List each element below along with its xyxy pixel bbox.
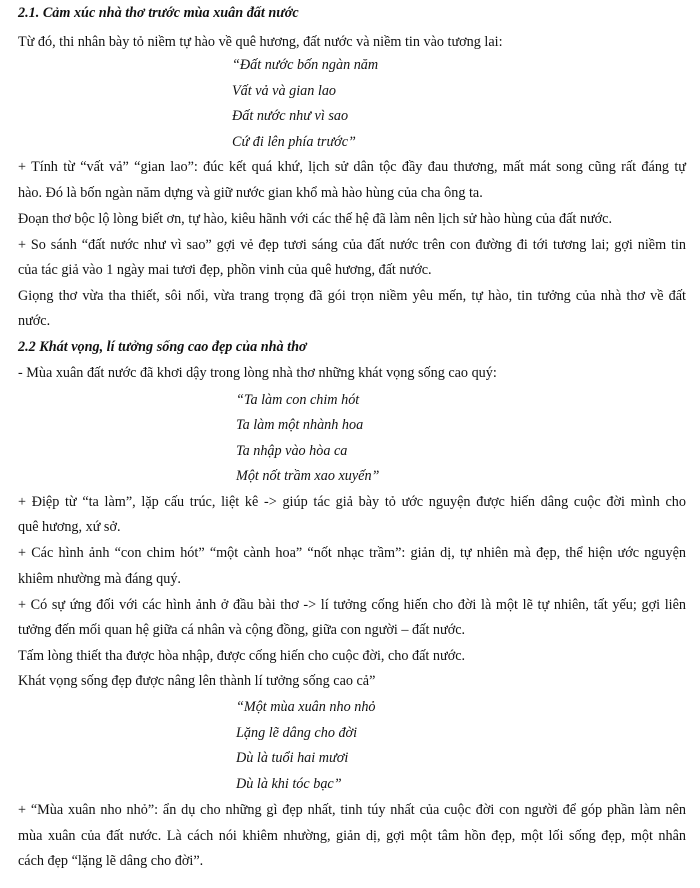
paragraph-line: mùa xuân của đất nước. Là cách nói khiêm nhường, giản dị, gợi một tâm hồn đẹp, một lối sống đẹp, một nhân: [18, 828, 686, 844]
poem-line: Một nốt trầm xao xuyến”: [236, 468, 380, 484]
poem-line: Đất nước như vì sao: [232, 108, 349, 124]
paragraph-line: + Có sự ứng đối với các hình ảnh ở đầu bài thơ -> lí tưởng cống hiến cho đời là một lẽ tự nhiên, tất yếu; gợi liên: [18, 597, 686, 613]
paragraph-line: tưởng đến mối quan hệ giữa cá nhân và cộng đồng, giữa con người – đất nước.: [18, 622, 466, 638]
poem-line: Ta làm một nhành hoa: [236, 417, 364, 433]
poem-line: Ta nhập vào hòa ca: [236, 443, 348, 459]
paragraph-line: khiêm nhường mà đáng quý.: [18, 571, 181, 587]
paragraph-line: + So sánh “đất nước như vì sao” gợi vẻ đẹp tươi sáng của đất nước trên con đường đi tới tương lai; gợi niềm tin: [18, 237, 686, 253]
paragraph-line: của tác giả vào 1 ngày mai tươi đẹp, phồn vinh của quê hương, đất nước.: [18, 262, 432, 278]
poem-line: Cứ đi lên phía trước”: [232, 134, 356, 150]
poem-line: Vất vả và gian lao: [232, 83, 337, 99]
paragraph-line: + Các hình ảnh “con chim hót” “một cành hoa” “nốt nhạc trầm”: giản dị, tự nhiên mà đẹp, thể hiện ước nguyện: [18, 545, 686, 561]
paragraph-line: + Tính từ “vất vả” “gian lao”: đúc kết quá khứ, lịch sử dân tộc đầy đau thương, mất mát song cũng rất đáng tự: [18, 159, 686, 175]
poem-line: “Ta làm con chim hót: [236, 392, 360, 408]
poem-line: Lặng lẽ dâng cho đời: [236, 725, 358, 741]
paragraph-line: hào. Đó là bốn ngàn năm dựng và giữ nước gian khổ mà hào hùng của cha ông ta.: [18, 185, 483, 201]
paragraph-line: quê hương, xứ sở.: [18, 519, 121, 535]
paragraph-line: Đoạn thơ bộc lộ lòng biết ơn, tự hào, kiêu hãnh với các thế hệ đã làm nên lịch sử hào hùng của đất nước.: [18, 211, 613, 227]
poem-line: Dù là tuổi hai mươi: [236, 750, 349, 766]
paragraph-line: Khát vọng sống đẹp được nâng lên thành lí tưởng sống cao cả”: [18, 673, 376, 689]
section-heading-2-1: 2.1. Cảm xúc nhà thơ trước mùa xuân đất nước: [18, 5, 299, 21]
section-heading-2-2: 2.2 Khát vọng, lí tưởng sống cao đẹp của nhà thơ: [18, 339, 307, 355]
paragraph-line: cách đẹp “lặng lẽ dâng cho đời”.: [18, 853, 204, 869]
section-2-intro: - Mùa xuân đất nước đã khơi dậy trong lòng nhà thơ những khát vọng sống cao quý:: [18, 365, 497, 381]
poem-line: Dù là khi tóc bạc”: [236, 776, 342, 792]
poem-line: “Đất nước bốn ngàn năm: [232, 57, 379, 73]
paragraph-line: Tấm lòng thiết tha được hòa nhập, được cống hiến cho cuộc đời, cho đất nước.: [18, 648, 466, 664]
section-1-intro: Từ đó, thi nhân bày tỏ niềm tự hào về quê hương, đất nước và niềm tin vào tương lai:: [18, 34, 503, 50]
poem-line: “Một mùa xuân nho nhỏ: [236, 699, 376, 715]
paragraph-line: + “Mùa xuân nho nhỏ”: ẩn dụ cho những gì đẹp nhất, tinh túy nhất của cuộc đời con người để góp phần làm nên: [18, 802, 686, 818]
paragraph-line: + Điệp từ “ta làm”, lặp cấu trúc, liệt kê -> giúp tác giả bày tỏ ước nguyện được hiến dâng cuộc đời mình cho: [18, 494, 686, 510]
paragraph-line: Giọng thơ vừa tha thiết, sôi nổi, vừa trang trọng đã gói trọn niềm yêu mến, tự hào, tin tưởng của nhà thơ về đất: [18, 288, 686, 304]
paragraph-line: nước.: [18, 313, 51, 329]
